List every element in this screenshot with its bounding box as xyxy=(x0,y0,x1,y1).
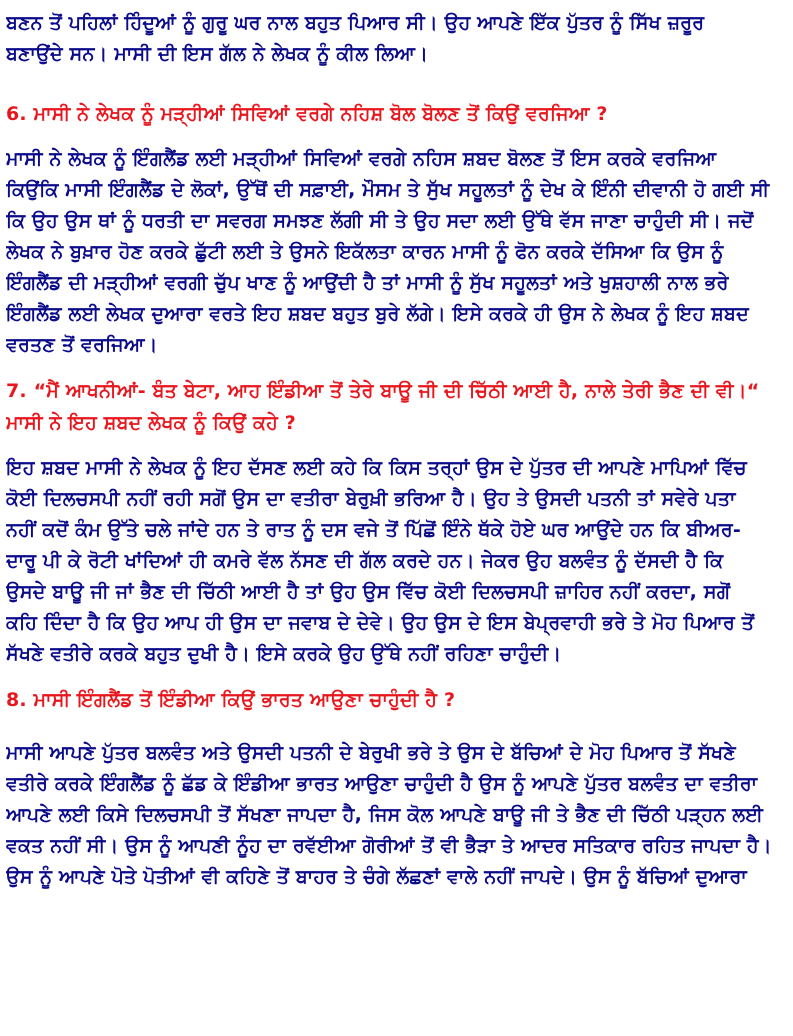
question-line: 6. ਮਾਸੀ ਨੇ ਲੇਖਕ ਨੂੰ ਮੜ੍ਹੀਆਂ ਸਿਵਿਆਂ ਵਰਗੇ ਨਹਿਸ਼ ਬੋਲ ਬੋਲਣ ਤੋਂ ਕਿਉਂ ਵਰਜਿਆ ? xyxy=(6,103,608,125)
text-line: ਮਾਸੀ ਆਪਣੇ ਪੁੱਤਰ ਬਲਵੰਤ ਅਤੇ ਉਸਦੀ ਪਤਨੀ ਦੇ ਬੇਰੁਖੀ ਭਰੇ ਤੇ ਉਸ ਦੇ ਬੱਚਿਆਂ ਦੇ ਮੋਹ ਪਿਆਰ ਤੋਂ ਸੱਖਣੇ xyxy=(6,742,736,764)
answer-6-paragraph xyxy=(6,144,787,361)
text-line: ਕੋਈ ਦਿਲਚਸਪੀ ਨਹੀਂ ਰਹੀ ਸਗੋਂ ਉਸ ਦਾ ਵਤੀਰਾ ਬੇਰੁਖ਼ੀ ਭਰਿਆ ਹੈ। ਉਹ ਤੇ ਉਸਦੀ ਪਤਨੀ ਤਾਂ ਸਵੇਰੇ ਪਤਾ xyxy=(6,488,736,510)
question-7-heading xyxy=(6,375,787,439)
answer-8-paragraph xyxy=(6,738,787,893)
text-line: ਮਾਸੀ ਨੇ ਲੇਖਕ ਨੂੰ ਇੰਗਲੈਂਡ ਲਈ ਮੜ੍ਹੀਆਂ ਸਿਵਿਆਂ ਵਰਗੇ ਨਹਿਸ ਸ਼ਬਦ ਬੋਲਣ ਤੋਂ ਇਸ ਕਰਕੇ ਵਰਜਿਆ xyxy=(6,148,717,170)
question-line: ਮਾਸੀ ਨੇ ਇਹ ਸ਼ਬਦ ਲੇਖਕ ਨੂੰ ਕਿਉਂ ਕਹੇ ? xyxy=(6,412,297,434)
text-line: ਆਪਣੇ ਲਈ ਕਿਸੇ ਦਿਲਚਸਪੀ ਤੋਂ ਸੱਖਣਾ ਜਾਪਦਾ ਹੈ, ਜਿਸ ਕੋਲ ਆਪਣੇ ਬਾਊ ਜੀ ਤੇ ਭੈਣ ਦੀ ਚਿੱਠੀ ਪੜ੍ਹਨ ਲਈ xyxy=(6,804,764,826)
answer-7-paragraph xyxy=(6,453,787,670)
text-line: ਸੱਖਣੇ ਵਤੀਰੇ ਕਰਕੇ ਬਹੁਤ ਦੁਖੀ ਹੈ। ਇਸੇ ਕਰਕੇ ਉਹ ਉੱਥੇ ਨਹੀਂ ਰਹਿਣਾ ਚਾਹੁੰਦੀ। xyxy=(6,643,562,665)
text-line: ਕਹਿ ਦਿੰਦਾ ਹੈ ਕਿ ਉਹ ਆਪ ਹੀ ਉਸ ਦਾ ਜਵਾਬ ਦੇ ਦੇਵੇ। ਉਹ ਉਸ ਦੇ ਇਸ ਬੇਪ੍ਰਵਾਹੀ ਭਰੇ ਤੇ ਮੋਹ ਪਿਆਰ ਤੋਂ xyxy=(6,612,755,634)
text-line: ਦਾਰੂ ਪੀ ਕੇ ਰੋਟੀ ਖਾਂਦਿਆਂ ਹੀ ਕਮਰੇ ਵੱਲ ਨੱਸਣ ਦੀ ਗੱਲ ਕਰਦੇ ਹਨ। ਜੇਕਰ ਉਹ ਬਲਵੰਤ ਨੂੰ ਦੱਸਦੀ ਹੈ ਕਿ xyxy=(6,550,724,572)
answer-paragraph-intro xyxy=(6,8,787,70)
text-line: ਬਣਨ ਤੋਂ ਪਹਿਲਾਂ ਹਿੰਦੂਆਂ ਨੂੰ ਗੁਰੂ ਘਰ ਨਾਲ ਬਹੁਤ ਪਿਆਰ ਸੀ। ਉਹ ਆਪਣੇ ਇੱਕ ਪੁੱਤਰ ਨੂੰ ਸਿੱਖ ਜ਼ਰੂਰ xyxy=(6,12,705,34)
question-8-heading xyxy=(6,684,787,716)
text-line: ਕਿਉਂਕਿ ਮਾਸੀ ਇੰਗਲੈਂਡ ਦੇ ਲੋਕਾਂ, ਉੱਥੋਂ ਦੀ ਸਫ਼ਾਈ, ਮੌਸਮ ਤੇ ਸੁੱਖ ਸਹੂਲਤਾਂ ਨੂੰ ਦੇਖ ਕੇ ਇੰਨੀ ਦੀਵਾਨੀ ਹੋ ਗਈ ਸੀ xyxy=(6,179,770,201)
text-line: ਨਹੀਂ ਕਦੋਂ ਕੰਮ ਉੱਤੇ ਚਲੇ ਜਾਂਦੇ ਹਨ ਤੇ ਰਾਤ ਨੂੰ ਦਸ ਵਜੇ ਤੋਂ ਪਿੱਛੋਂ ਇੰਨੇ ਥੱਕੇ ਹੋਏ ਘਰ ਆਉਂਦੇ ਹਨ ਕਿ ਬੀਅਰ- xyxy=(6,519,741,541)
text-line: ਬਣਾਉਂਦੇ ਸਨ। ਮਾਸੀ ਦੀ ਇਸ ਗੱਲ ਨੇ ਲੇਖਕ ਨੂੰ ਕੀਲ ਲਿਆ। xyxy=(6,43,429,65)
question-6-heading xyxy=(6,98,787,130)
text-line: ਇੰਗਲੈਂਡ ਲਈ ਲੇਖਕ ਦੁਆਰਾ ਵਰਤੇ ਇਹ ਸ਼ਬਦ ਬਹੁਤ ਬੁਰੇ ਲੱਗੇ। ਇਸੇ ਕਰਕੇ ਹੀ ਉਸ ਨੇ ਲੇਖਕ ਨੂੰ ਇਹ ਸ਼ਬਦ xyxy=(6,303,749,325)
text-line: ਵਤੀਰੇ ਕਰਕੇ ਇੰਗਲੈਂਡ ਨੂੰ ਛੱਡ ਕੇ ਇੰਡੀਆ ਭਾਰਤ ਆਉਣਾ ਚਾਹੁੰਦੀ ਹੈ ਉਸ ਨੂੰ ਆਪਣੇ ਪੁੱਤਰ ਬਲਵੰਤ ਦਾ ਵਤੀਰਾ xyxy=(6,773,758,795)
text-line: ਵਕਤ ਨਹੀਂ ਸੀ। ਉਸ ਨੂੰ ਆਪਣੀ ਨੂੰਹ ਦਾ ਰਵੱਈਆ ਗੋਰੀਆਂ ਤੋਂ ਵੀ ਭੈੜਾ ਤੇ ਆਦਰ ਸਤਿਕਾਰ ਰਹਿਤ ਜਾਪਦਾ ਹੈ। xyxy=(6,835,772,857)
text-line: ਇਹ ਸ਼ਬਦ ਮਾਸੀ ਨੇ ਲੇਖਕ ਨੂੰ ਇਹ ਦੱਸਣ ਲਈ ਕਹੇ ਕਿ ਕਿਸ ਤਰ੍ਹਾਂ ਉਸ ਦੇ ਪੁੱਤਰ ਦੀ ਆਪਣੇ ਮਾਪਿਆਂ ਵਿੱਚ xyxy=(6,457,747,479)
text-line: ਲੇਖਕ ਨੇ ਬੁਖ਼ਾਰ ਹੋਣ ਕਰਕੇ ਛੁੱਟੀ ਲਈ ਤੇ ਉਸਨੇ ਇਕੱਲਤਾ ਕਾਰਨ ਮਾਸੀ ਨੂੰ ਫੋਨ ਕਰਕੇ ਦੱਸਿਆ ਕਿ ਉਸ ਨੂੰ xyxy=(6,241,724,263)
text-line: ਕਿ ਉਹ ਉਸ ਥਾਂ ਨੂੰ ਧਰਤੀ ਦਾ ਸਵਰਗ ਸਮਝਣ ਲੱਗੀ ਸੀ ਤੇ ਉਹ ਸਦਾ ਲਈ ਉੱਥੇ ਵੱਸ ਜਾਣਾ ਚਾਹੁੰਦੀ ਸੀ। ਜਦੋਂ xyxy=(6,210,754,232)
text-line: ਉਸਦੇ ਬਾਊ ਜੀ ਜਾਂ ਭੈਣ ਦੀ ਚਿੱਠੀ ਆਈ ਹੈ ਤਾਂ ਉਹ ਉਸ ਵਿੱਚ ਕੋਈ ਦਿਲਚਸਪੀ ਜ਼ਾਹਿਰ ਨਹੀਂ ਕਰਦਾ, ਸਗੋਂ xyxy=(6,581,731,603)
question-line: 7. “ਮੈਂ ਆਖਨੀਆਂ- ਬੰਤ ਬੇਟਾ, ਆਹ ਇੰਡੀਆ ਤੋਂ ਤੇਰੇ ਬਾਊ ਜੀ ਦੀ ਚਿੱਠੀ ਆਈ ਹੈ, ਨਾਲੇ ਤੇਰੀ ਭੈਣ ਦੀ ਵੀ।“ xyxy=(6,380,760,402)
text-line: ਉਸ ਨੂੰ ਆਪਣੇ ਪੋਤੇ ਪੋਤੀਆਂ ਵੀ ਕਹਿਣੇ ਤੋਂ ਬਾਹਰ ਤੇ ਚੰਗੇ ਲੱਛਣਾਂ ਵਾਲੇ ਨਹੀਂ ਜਾਪਦੇ। ਉਸ ਨੂੰ ਬੱਚਿਆਂ ਦੁਆਰਾ xyxy=(6,866,747,888)
text-line: ਵਰਤਣ ਤੋਂ ਵਰਜਿਆ। xyxy=(6,334,158,356)
question-line: 8. ਮਾਸੀ ਇੰਗਲੈਂਡ ਤੋਂ ਇੰਡੀਆ ਕਿਉਂ ਭਾਰਤ ਆਉਣਾ ਚਾਹੁੰਦੀ ਹੈ ? xyxy=(6,689,456,711)
text-line: ਇੰਗਲੈਂਡ ਦੀ ਮੜ੍ਹੀਆਂ ਵਰਗੀ ਚੁੱਪ ਖਾਣ ਨੂੰ ਆਉਂਦੀ ਹੈ ਤਾਂ ਮਾਸੀ ਨੂੰ ਸੁੱਖ ਸਹੂਲਤਾਂ ਅਤੇ ਖੁਸ਼ਹਾਲੀ ਨਾਲ ਭਰੇ xyxy=(6,272,729,294)
